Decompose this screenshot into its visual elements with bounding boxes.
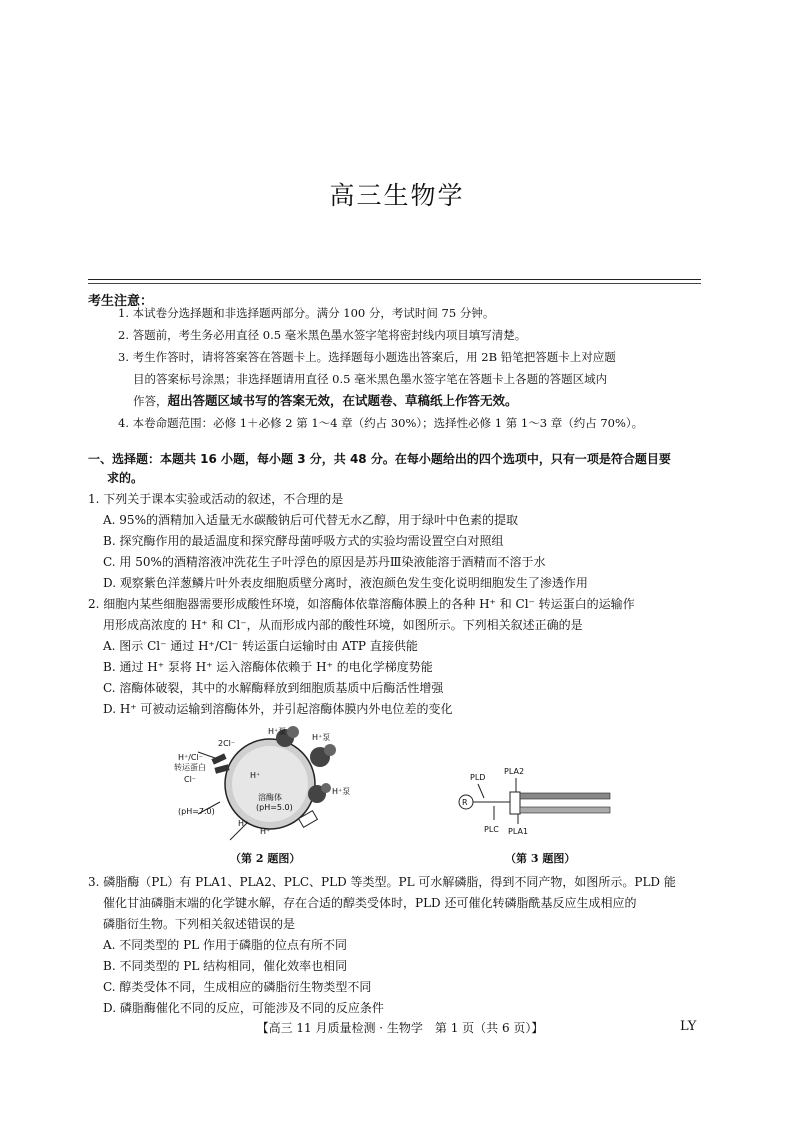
section-heading-cont: 求的。 bbox=[107, 471, 144, 485]
label-h-pump-lower: H⁺泵 bbox=[332, 787, 351, 796]
notice-item-2: 2. 答题前，考生务必用直径 0.5 毫米黑色墨水签字笔将密封线内项目填写清楚。 bbox=[118, 328, 527, 342]
question-3-option-c: C. 醇类受体不同，生成相应的磷脂衍生物类型不同 bbox=[103, 980, 372, 994]
label-2cl: 2Cl⁻ bbox=[218, 739, 236, 748]
fatty-acid-chain-2 bbox=[520, 807, 610, 813]
question-1-option-c: C. 用 50%的酒精溶液冲洗花生子叶浮色的原因是苏丹Ⅲ染液能溶于酒精而不溶于水 bbox=[103, 555, 546, 569]
label-h-pump-right: H⁺泵 bbox=[312, 733, 331, 742]
label-plc: PLC bbox=[484, 825, 499, 834]
figure-2-lysosome bbox=[160, 722, 390, 847]
question-3-stem: 3. 磷脂酶（PL）有 PLA1、PLA2、PLC、PLD 等类型。PL 可水解磷脂，得到不同产物，如图所示。PLD 能 bbox=[88, 875, 676, 889]
label-transporter-2: 转运蛋白 bbox=[174, 763, 206, 772]
question-2-option-d: D. H⁺ 可被动运输到溶酶体外，并引起溶酶体膜内外电位差的变化 bbox=[103, 702, 453, 716]
question-2-stem: 2. 细胞内某些细胞器需要形成酸性环境，如溶酶体依靠溶酶体膜上的各种 H⁺ 和 Cl⁻ 转运蛋白的运输作 bbox=[88, 597, 635, 611]
question-3-stem-cont2: 磷脂衍生物。下列相关叙述错误的是 bbox=[103, 917, 296, 931]
notice-item-3-emphasis: 超出答题区域书写的答案无效，在试题卷、草稿纸上作答无效。 bbox=[167, 393, 518, 408]
page-title: 高三生物学 bbox=[329, 181, 465, 210]
label-ph-outside: (pH=7.0) bbox=[178, 807, 215, 816]
question-1-option-d: D. 观察紫色洋葱鳞片叶外表皮细胞质壁分离时，液泡颜色发生变化说明细胞发生了渗透作用 bbox=[103, 576, 588, 590]
figure-3-caption: （第 3 题图） bbox=[505, 852, 576, 865]
label-lysosome: 溶酶体 bbox=[258, 793, 282, 802]
label-h-inside: H⁺ bbox=[250, 771, 261, 780]
glycerol-backbone bbox=[510, 792, 520, 814]
label-h-out-1: H⁺ bbox=[238, 819, 249, 828]
fatty-acid-chain-1 bbox=[520, 793, 610, 799]
pld-site-marker bbox=[478, 784, 484, 798]
question-2-option-a: A. 图示 Cl⁻ 通过 H⁺/Cl⁻ 转运蛋白运输时由 ATP 直接供能 bbox=[103, 639, 418, 653]
notice-item-3-cont2 bbox=[133, 390, 713, 412]
label-h-pump-top: H⁺泵 bbox=[268, 727, 287, 736]
figure-3-phospholipid bbox=[450, 762, 620, 842]
label-transporter-1: H⁺/Cl⁻ bbox=[178, 753, 203, 762]
label-pla2: PLA2 bbox=[504, 767, 525, 776]
notice-heading: 考生注意： bbox=[88, 294, 154, 309]
notice-item-4: 4. 本卷命题范围：必修 1＋必修 2 第 1～4 章（约占 30%）；选择性必修 1 第 1～3 章（约占 70%）。 bbox=[118, 416, 644, 430]
question-1-stem: 1. 下列关于课本实验或活动的叙述，不合理的是 bbox=[88, 492, 344, 506]
question-2-stem-cont: 用形成高浓度的 H⁺ 和 Cl⁻，从而形成内部的酸性环境，如图所示。下列相关叙述正确的是 bbox=[103, 618, 583, 632]
question-3-option-a: A. 不同类型的 PL 作用于磷脂的位点有所不同 bbox=[103, 938, 347, 952]
question-2-option-b: B. 通过 H⁺ 泵将 H⁺ 运入溶酶体依赖于 H⁺ 的电化学梯度势能 bbox=[103, 660, 433, 674]
question-1-option-a: A. 95%的酒精加入适量无水碳酸钠后可代替无水乙醇，用于绿叶中色素的提取 bbox=[103, 513, 518, 527]
label-ph-inside: (pH=5.0) bbox=[256, 803, 293, 812]
label-pla1: PLA1 bbox=[508, 827, 529, 836]
label-r: R bbox=[462, 798, 468, 807]
notice-item-3-cont: 目的答案标号涂黑；非选择题请用直径 0.5 毫米黑色墨水签字笔在答题卡上各题的答题区域内 bbox=[133, 372, 608, 386]
question-3-option-d: D. 磷脂酶催化不同的反应，可能涉及不同的反应条件 bbox=[103, 1001, 384, 1015]
transporter-protein bbox=[211, 753, 229, 773]
question-2-option-c: C. 溶酶体破裂，其中的水解酶释放到细胞质基质中后酶活性增强 bbox=[103, 681, 444, 695]
question-1-option-b: B. 探究酶作用的最适温度和探究酵母菌呼吸方式的实验均需设置空白对照组 bbox=[103, 534, 504, 548]
notice-item-3: 3. 考生作答时，请将答案答在答题卡上。选择题每小题选出答案后，用 2B 铅笔把答题卡上对应题 bbox=[118, 350, 616, 364]
notice-item-3-prefix: 作答， bbox=[133, 394, 168, 408]
footer-mark: LY bbox=[680, 1019, 697, 1034]
question-3-option-b: B. 不同类型的 PL 结构相同，催化效率也相同 bbox=[103, 959, 348, 973]
figure-2-caption: （第 2 题图） bbox=[230, 852, 301, 865]
notice-item-1: 1. 本试卷分选择题和非选择题两部分。满分 100 分，考试时间 75 分钟。 bbox=[118, 306, 495, 320]
header-rule-thick bbox=[88, 279, 701, 280]
page-footer: 【高三 11 月质量检测 · 生物学 第 1 页（共 6 页）】 bbox=[256, 1021, 544, 1035]
label-pld: PLD bbox=[470, 773, 486, 782]
header-rule-thin bbox=[88, 283, 701, 284]
question-3-stem-cont: 催化甘油磷脂末端的化学键水解，存在合适的醇类受体时，PLD 还可催化转磷脂酰基反应生成相应的 bbox=[103, 896, 637, 910]
label-h-out-2: H⁺ bbox=[260, 827, 271, 836]
h-pump-right bbox=[310, 744, 336, 767]
section-heading: 一、选择题：本题共 16 小题，每小题 3 分，共 48 分。在每小题给出的四个选项中，只有一项是符合题目要 bbox=[88, 452, 671, 466]
label-cl: Cl⁻ bbox=[184, 775, 197, 784]
